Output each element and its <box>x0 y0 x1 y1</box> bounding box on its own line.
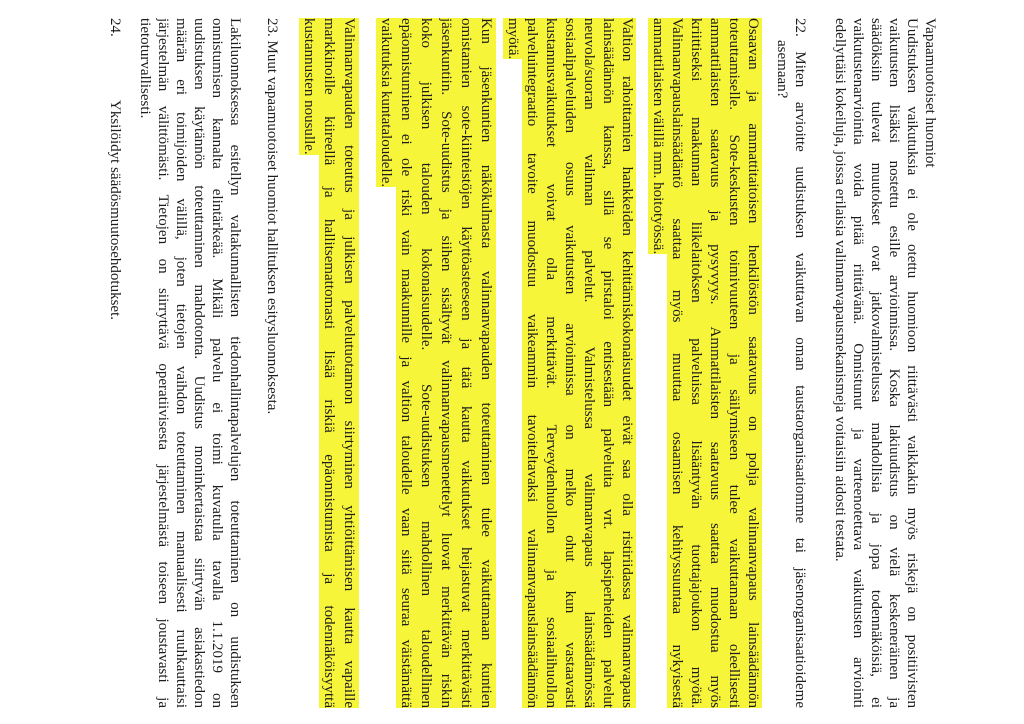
text-line: palveluintegraatio tavoite muodostuu vaikeammin tavoiteltavaksi valinnanvapauslainsäädännön <box>524 18 540 708</box>
question-22 <box>773 18 809 708</box>
text-line: edellyttäisi kokeiluja, joissa erilaisia valinnanvapausmekanismeja voitaisiin aidosti testata. <box>832 18 848 562</box>
answer-paragraph <box>136 18 244 708</box>
text-line: säädöksiin tulevat muutokset ovat jatkovalmistelussa mahdollisia ja jopa todennäköisiä, ei <box>868 18 884 708</box>
highlighted-paragraph <box>503 18 636 708</box>
question-number: 24. <box>107 18 123 37</box>
text-line: toteuttamiselle. Sote-keskusten toimivuuteen ja säilymiseen tulee vaikuttamaan oleellisesti <box>726 18 742 708</box>
question-text-line: 22. Miten arvioitte uudistuksen vaikuttavan oman taustaorganisaatiomme tai jäsenorganisaatioideme <box>792 18 808 708</box>
section-free-comments <box>831 18 939 708</box>
text-line: kustannusvaikutukset voivat olla merkittävät. Terveydenhuollon ja sosiaalihuollon <box>543 18 559 708</box>
text-line: vaikutustenarviointia voida pitää riittävänä. Onnistunut ja varteenotettava vaikutusten arviointi <box>850 18 866 708</box>
text-line: Osaavan ja ammattitaitoisen henkilöstön saatavuus on pohja valinnanvapaus lainsäädännön <box>745 18 761 708</box>
text-line: ammattilaisten saatavuus ja pysyvyys. Ammattilaisten saatavuus saattaa muodostua myös <box>707 18 723 708</box>
question-title: Yksilöidyt säädösmuutosehdotukset. <box>107 100 123 320</box>
text-line: vaikutusten lisäksi nostettu esille arvioinnissa. Koska lakiuudistus on vielä keskeneräinen ja <box>886 18 902 708</box>
text-line: kriittiseksi maakunnan liikelaitoksen palveluissa lisääntyvän tuottajajoukon myötä. <box>688 18 704 708</box>
text-line: Uudistuksen vaikutuksia ei ole otettu huomioon riittävästi vaikkakin myös riskejä on positiivisten <box>904 18 920 708</box>
text-line: myötä. <box>505 18 521 60</box>
text-line: koko julkisen talouden kokonaisuudelle. Sote-uudistuksen mahdollinen taloudellinen <box>418 18 434 708</box>
question-23 <box>263 18 281 708</box>
highlighted-paragraph <box>376 18 496 708</box>
question-text-line: 23. Muut vapaamuotoiset huomiot hallituksen esitysluonnoksesta. <box>264 18 280 415</box>
text-line: neuvola/suoran valinnan palvelut. Valmistelussa valinnanvapaus lainsäädännössä <box>581 18 597 708</box>
text-line: Valinnanvapauden toteutus ja julkisen palvelutuotannon siirtyminen yhtiöittämisen kautta vapaille <box>341 18 357 708</box>
text-line: tietoturvallisesti. <box>137 18 153 119</box>
text-line: kustannusten nousulle. <box>301 18 317 155</box>
text-line: sosiaalipalveluiden osuus vaikutusten arvioinnissa on melko ohut kun vastaavasti <box>562 18 578 708</box>
text-line: lainsäädännön kanssa, sillä se pirstaloi entisestään palveluita vrt. lapsiperheiden palvelut <box>600 18 616 708</box>
question-24 <box>106 18 124 708</box>
text-line: onnistumisen kannalta elintärkeää. Mikäli palvelu ei toimi kuvatulla tavalla 1.1.2019 on <box>209 18 225 708</box>
text-line: markkinoille kiireellä ja hallitsemattomasti lisää riskiä epäonnistumista ja todennäköisyyttä <box>321 18 337 708</box>
text-line: jäsenkuntiin. Sote-uudistus ja siihen sisältyvät valinnanvapausmenettelyt luovat merkittävän riskin <box>438 18 454 708</box>
text-line: järjestelmän välittömästi. Tietojen on siirryttävä operatiivisesta järjestelmästä toiseen joustavasti ja <box>155 18 171 708</box>
text-line: Lakiluonnoksessa esitellyn valtakunnallisten tiedonhallintapalvelujen toteuttaminen on uudistuksen <box>227 18 243 708</box>
highlighted-paragraph <box>648 18 762 708</box>
text-line: omistamien sote-kiinteistöjen käyttöasteeseen ja tätä kautta vaikutukset heijastuvat merkittävästi <box>458 18 474 708</box>
text-line: epäonnistuminen ei ole riski vain maakunnille ja valtion taloudelle vaan siitä seuraa väistämättä <box>398 18 414 708</box>
question-text-line: asemaan? <box>774 40 790 99</box>
text-line: ammattilaisten välillä mm. hoitotyössä. <box>650 18 666 255</box>
text-line: vaikutuksia kuntataloudelle. <box>378 18 394 188</box>
section-heading: Vapaamuotoiset huomiot <box>922 18 938 168</box>
highlighted-paragraph <box>299 18 359 708</box>
text-line: Valtion rahoittamien hankkeiden kehittämiskokonaisuudet eivät saa olla ristiriidassa valinnanvapaus <box>619 18 635 708</box>
text-line: määrän eri toimijoiden välillä, joten tietojen vaihdon toteuttaminen manuaalisesti ruuhkauttaisi <box>173 18 189 708</box>
question-text-line <box>106 18 124 320</box>
text-line: uudistuksen käytännön toteuttaminen mahdotonta. Uudistus moninkertaistaa siirtyvän asiakastiedon <box>191 18 207 708</box>
text-line: Valinnanvapauslainsäädäntö saattaa myös muuttaa osaamisen kehityssuuntaa nykyisestä <box>669 18 685 708</box>
text-line: Kun jäsenkuntien näkökulmasta valinnanvapauden toteuttaminen tulee vaikuttamaan kuntien <box>478 18 494 708</box>
